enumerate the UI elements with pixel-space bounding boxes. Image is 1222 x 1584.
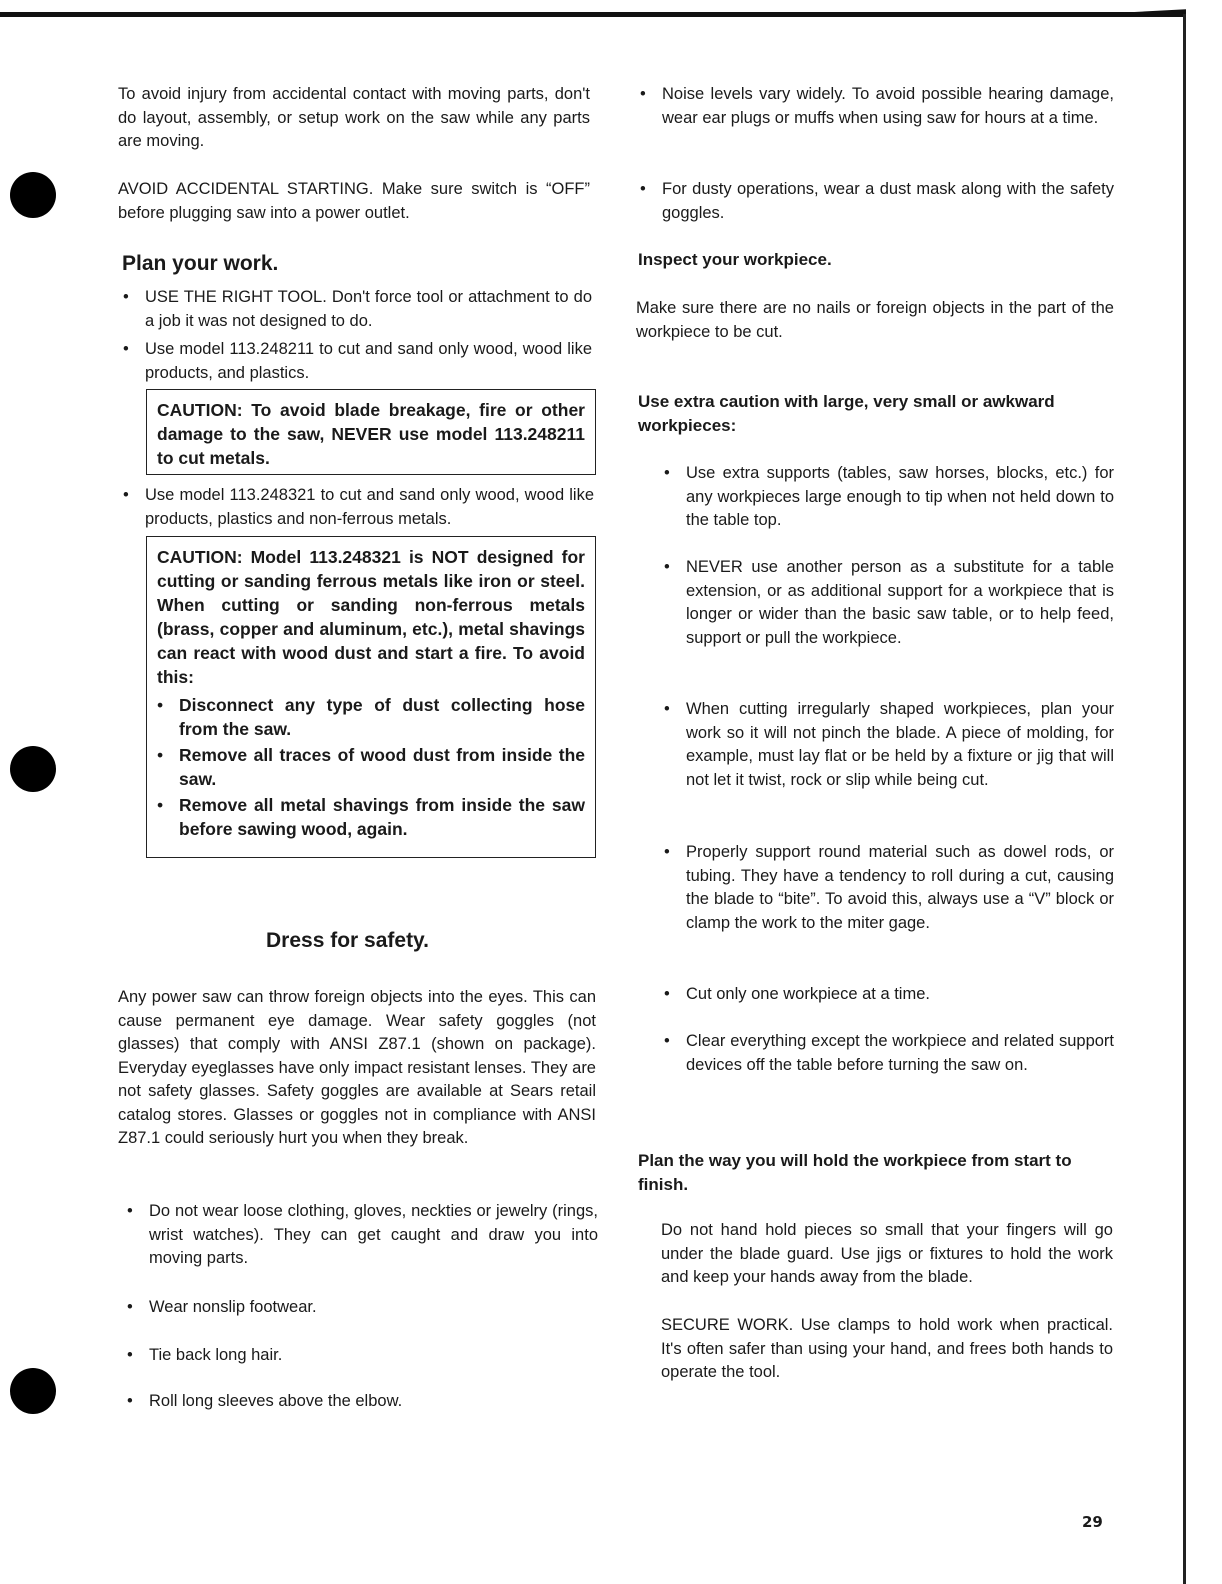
list-item: • USE THE RIGHT TOOL. Don't force tool or attachment to do a job it was not designed to do. xyxy=(145,286,592,333)
list-item: • Tie back long hair. xyxy=(149,1344,598,1368)
caution-list-item: • Remove all metal shavings from inside the saw before sawing wood, again. xyxy=(157,793,585,841)
list-item: • When cutting irregularly shaped workpieces, plan your work so it will not pinch the blade. A piece of molding, for example, must lay flat or be held by a fixture or jig that will not let it twist, rock or slip while being cut. xyxy=(686,698,1114,792)
hold-paragraph: Do not hand hold pieces so small that your fingers will go under the blade guard. Use jigs or fixtures to hold the work and keep your hands away from the blade. xyxy=(661,1221,1113,1286)
inspect-heading: Inspect your workpiece. xyxy=(638,250,832,269)
plan-heading: Plan your work. xyxy=(122,252,279,275)
caution-list-item: • Remove all traces of wood dust from inside the saw. xyxy=(157,743,585,791)
caution-text: CAUTION: Model 113.248321 is NOT designed for cutting or sanding ferrous metals like iron or steel. When cutting or sanding non-ferrous metals (brass, copper and aluminum, etc.), metal shavings can react with wood dust and start a fire. To avoid this: xyxy=(157,547,585,687)
list-item: • Roll long sleeves above the elbow. xyxy=(149,1390,598,1414)
right-edge-rule xyxy=(1183,14,1186,1584)
list-item: • Use model 113.248321 to cut and sand only wood, wood like products, plastics and non-ferrous metals. xyxy=(145,484,594,531)
extra-caution-heading: Use extra caution with large, very small or awkward workpieces: xyxy=(638,392,1055,435)
hold-heading: Plan the way you will hold the workpiece from start to finish. xyxy=(638,1151,1072,1194)
list-item: • NEVER use another person as a substitute for a table extension, or as additional support for a workpiece that is longer or wider than the basic saw table, or to help feed, support or pull the workpiece. xyxy=(686,556,1114,650)
dress-heading: Dress for safety. xyxy=(266,929,430,952)
eye-safety-paragraph: Any power saw can throw foreign objects into the eyes. This can cause permanent eye damage. Wear safety goggles (not glasses) that comply with ANSI Z87.1 (shown on package). Everyday eyeglasses have only impact resistant lenses. They are not safety glasses. Safety goggles are available at Sears retail catalog stores. Glasses or goggles not in compliance with ANSI Z87.1 could seriously hurt you when they break. xyxy=(118,988,596,1147)
binder-hole-top xyxy=(10,172,56,218)
accidental-start-paragraph: AVOID ACCIDENTAL STARTING. Make sure switch is “OFF” before plugging saw into a power outlet. xyxy=(118,180,590,222)
secure-work-paragraph: SECURE WORK. Use clamps to hold work when practical. It's often safer than using your hand, and frees both hands to operate the tool. xyxy=(661,1316,1113,1381)
binder-hole-middle xyxy=(10,746,56,792)
inspect-paragraph: Make sure there are no nails or foreign objects in the part of the workpiece to be cut. xyxy=(636,299,1114,341)
intro-paragraph: To avoid injury from accidental contact with moving parts, don't do layout, assembly, or setup work on the saw while any parts are moving. xyxy=(118,85,590,150)
list-item: • Use model 113.248211 to cut and sand only wood, wood like products, and plastics. xyxy=(145,338,592,385)
list-item: • Cut only one workpiece at a time. xyxy=(686,983,1114,1007)
list-item: • Wear nonslip footwear. xyxy=(149,1296,598,1320)
list-item: • Noise levels vary widely. To avoid possible hearing damage, wear ear plugs or muffs when using saw for hours at a time. xyxy=(662,83,1114,130)
binder-hole-bottom xyxy=(10,1368,56,1414)
caution-text: CAUTION: To avoid blade breakage, fire or other damage to the saw, NEVER use model 113.248211 to cut metals. xyxy=(157,400,585,468)
list-item: • Use extra supports (tables, saw horses, blocks, etc.) for any workpieces large enough to tip when not held down to the table top. xyxy=(686,462,1114,533)
top-rule xyxy=(0,12,1186,17)
page-number: 29 xyxy=(1082,1513,1103,1531)
caution-box-ferrous xyxy=(146,536,596,858)
list-item: • Clear everything except the workpiece and related support devices off the table before turning the saw on. xyxy=(686,1030,1114,1077)
list-item: • Properly support round material such as dowel rods, or tubing. They have a tendency to roll during a cut, causing the blade to “bite”. To avoid this, always use a “V” block or clamp the work to the miter gage. xyxy=(686,841,1114,935)
list-item: • For dusty operations, wear a dust mask along with the safety goggles. xyxy=(662,178,1114,225)
list-item: • Do not wear loose clothing, gloves, neckties or jewelry (rings, wrist watches). They can get caught and draw you into moving parts. xyxy=(149,1200,598,1271)
caution-list-item: • Disconnect any type of dust collecting hose from the saw. xyxy=(157,693,585,741)
caution-box-metals xyxy=(146,389,596,475)
